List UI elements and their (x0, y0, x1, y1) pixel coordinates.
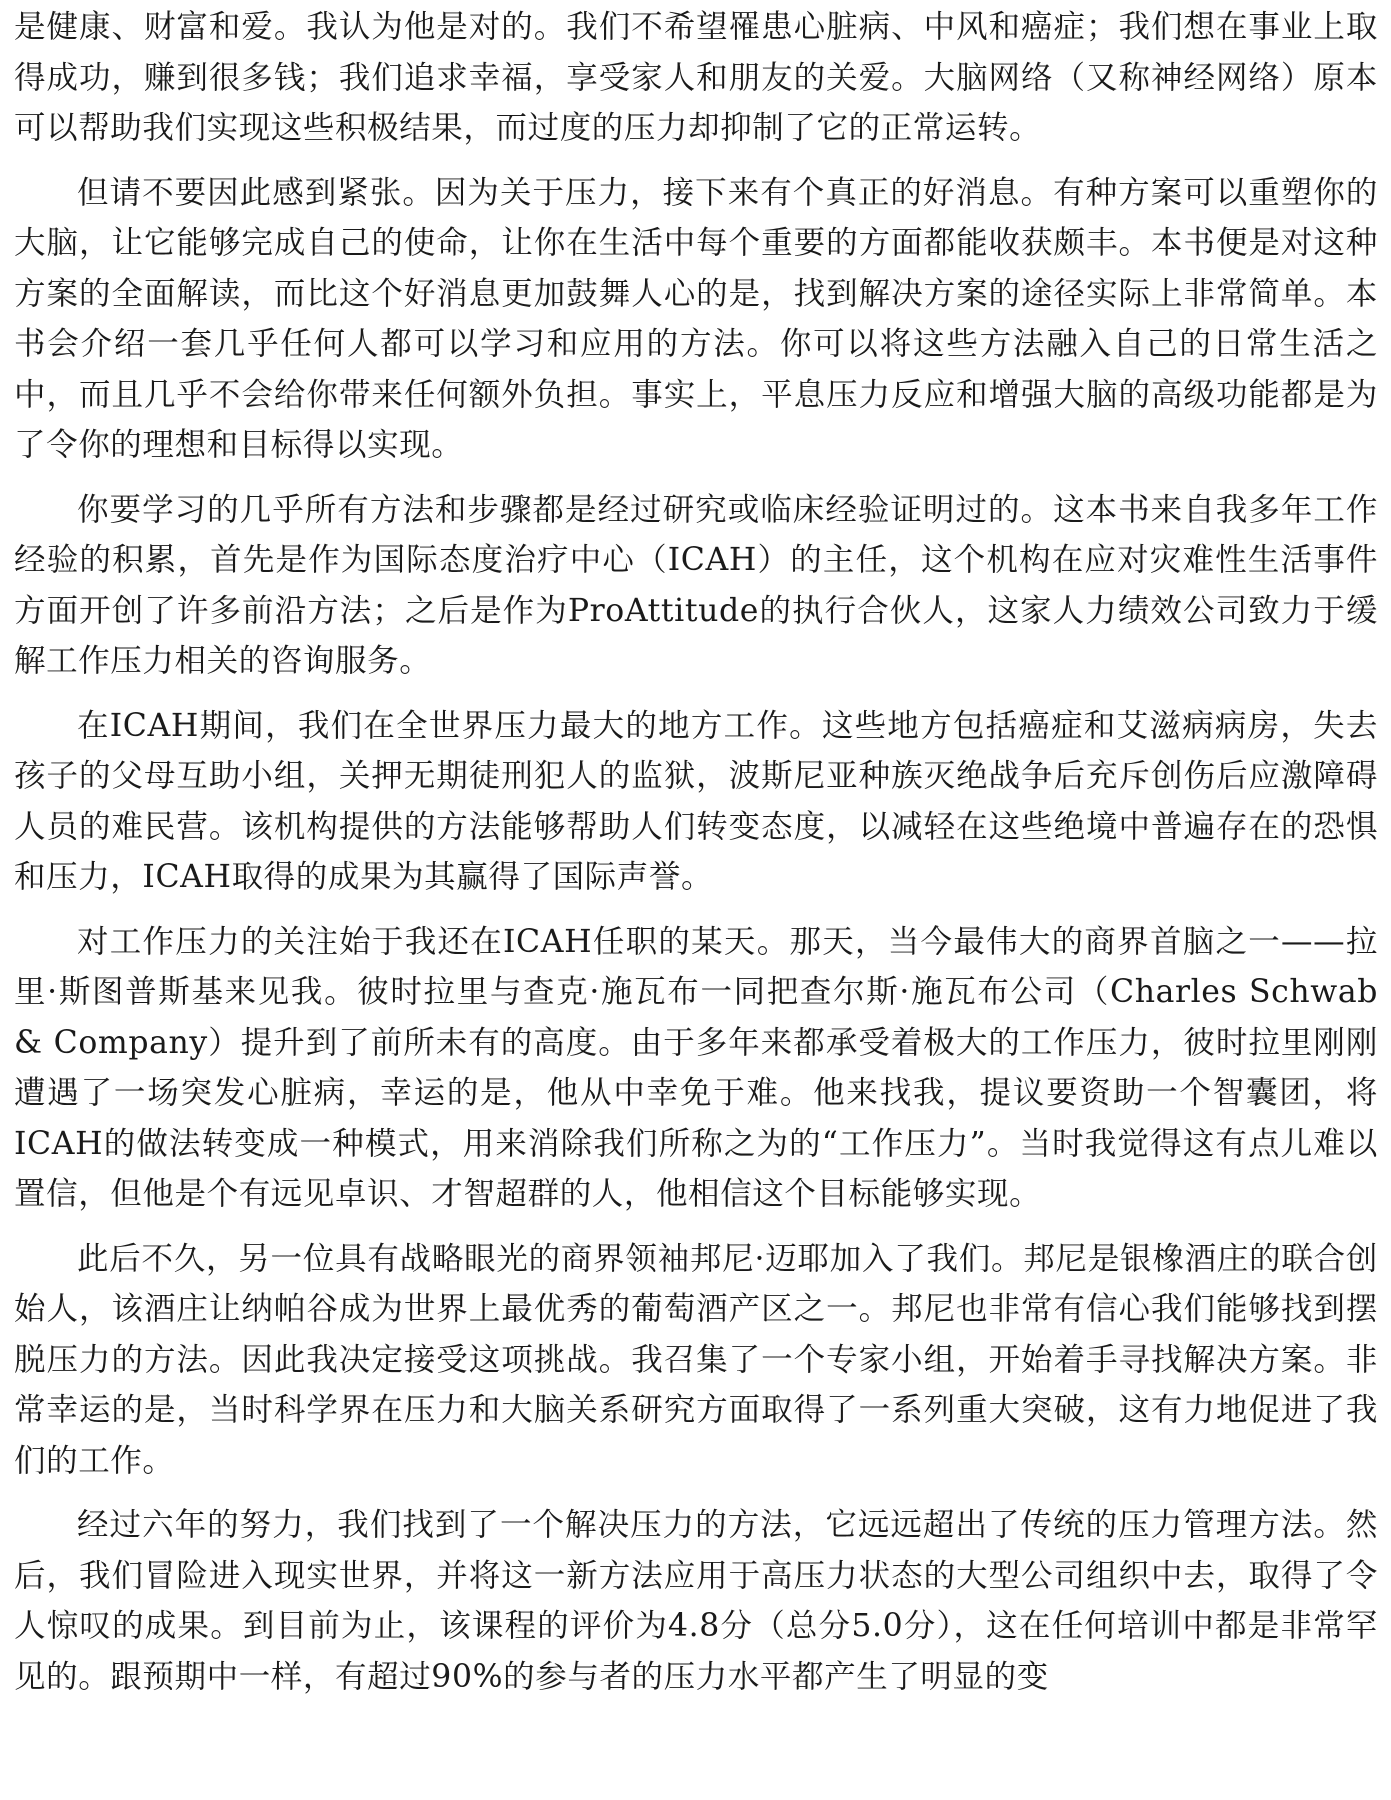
document-page (14, 2, 1378, 1702)
paragraph-1: 是健康、财富和爱。我认为他是对的。我们不希望罹患心脏病、中风和癌症；我们想在事业上取得成功，赚到很多钱；我们追求幸福，享受家人和朋友的关爱。大脑网络（又称神经网络）原本可以帮助我们实现这些积极结果，而过度的压力却抑制了它的正常运转。 (14, 9, 1378, 146)
paragraph-4: 在ICAH期间，我们在全世界压力最大的地方工作。这些地方包括癌症和艾滋病病房，失去孩子的父母互助小组，关押无期徒刑犯人的监狱，波斯尼亚种族灭绝战争后充斥创伤后应激障碍人员的难民营。该机构提供的方法能够帮助人们转变态度，以减轻在这些绝境中普遍存在的恐惧和压力，ICAH取得的成果为其赢得了国际声誉。 (14, 707, 1378, 895)
paragraph-6: 此后不久，另一位具有战略眼光的商界领袖邦尼·迈耶加入了我们。邦尼是银橡酒庄的联合创始人，该酒庄让纳帕谷成为世界上最优秀的葡萄酒产区之一。邦尼也非常有信心我们能够找到摆脱压力的方法。因此我决定接受这项挑战。我召集了一个专家小组，开始着手寻找解决方案。非常幸运的是，当时科学界在压力和大脑关系研究方面取得了一系列重大突破，这有力地促进了我们的工作。 (14, 1240, 1378, 1479)
paragraph-7: 经过六年的努力，我们找到了一个解决压力的方法，它远远超出了传统的压力管理方法。然后，我们冒险进入现实世界，并将这一新方法应用于高压力状态的大型公司组织中去，取得了令人惊叹的成果。到目前为止，该课程的评价为4.8分（总分5.0分），这在任何培训中都是非常罕见的。跟预期中一样，有超过90%的参与者的压力水平都产生了明显的变 (14, 1507, 1378, 1695)
paragraph-3: 你要学习的几乎所有方法和步骤都是经过研究或临床经验证明过的。这本书来自我多年工作经验的积累，首先是作为国际态度治疗中心（ICAH）的主任，这个机构在应对灾难性生活事件方面开创了许多前沿方法；之后是作为ProAttitude的执行合伙人，这家人力绩效公司致力于缓解工作压力相关的咨询服务。 (14, 491, 1378, 679)
paragraph-5: 对工作压力的关注始于我还在ICAH任职的某天。那天，当今最伟大的商界首脑之一——拉里·斯图普斯基来见我。彼时拉里与查克·施瓦布一同把查尔斯·施瓦布公司（Charles Schwab & Company）提升到了前所未有的高度。由于多年来都承受着极大的工作压力，彼时拉里刚刚遭遇了一场突发心脏病，幸运的是，他从中幸免于难。他来找我，提议要资助一个智囊团，将ICAH的做法转变成一种模式，用来消除我们所称之为的“工作压力”。当时我觉得这有点儿难以置信，但他是个有远见卓识、才智超群的人，他相信这个目标能够实现。 (14, 923, 1378, 1212)
paragraph-2: 但请不要因此感到紧张。因为关于压力，接下来有个真正的好消息。有种方案可以重塑你的大脑，让它能够完成自己的使命，让你在生活中每个重要的方面都能收获颇丰。本书便是对这种方案的全面解读，而比这个好消息更加鼓舞人心的是，找到解决方案的途径实际上非常简单。本书会介绍一套几乎任何人都可以学习和应用的方法。你可以将这些方法融入自己的日常生活之中，而且几乎不会给你带来任何额外负担。事实上，平息压力反应和增强大脑的高级功能都是为了令你的理想和目标得以实现。 (14, 174, 1378, 463)
